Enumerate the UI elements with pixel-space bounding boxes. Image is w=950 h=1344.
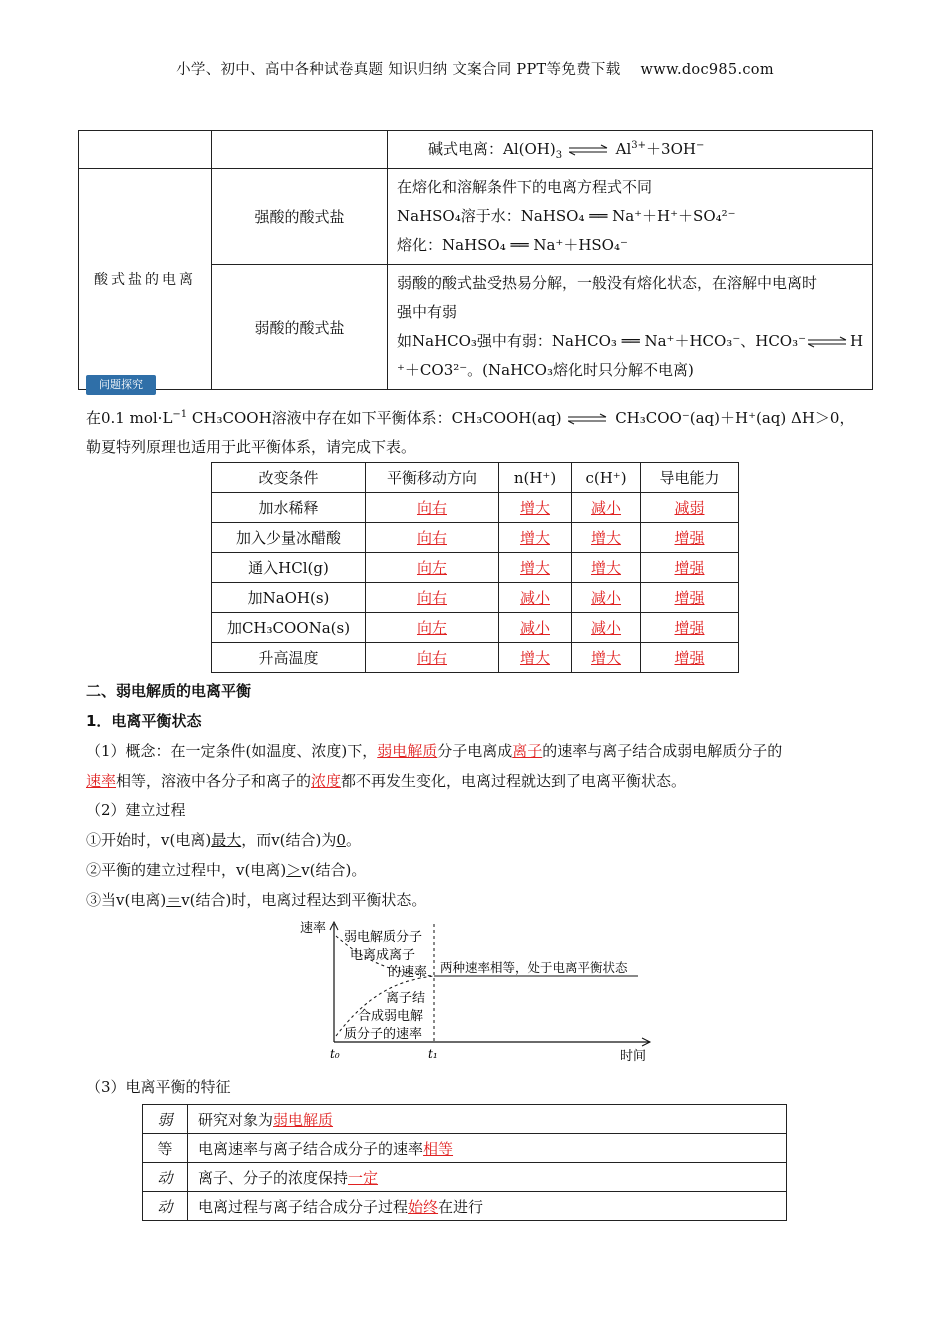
answer-cell: 增大 (519, 649, 550, 667)
header-text: 小学、初中、高中各种试卷真题 知识归纳 文案合同 PPT等免费下载 (176, 62, 621, 78)
concept-line-2: 速率相等，溶液中各分子和离子的浓度都不再发生变化，电离过程就达到了电离平衡状态。 (86, 772, 687, 790)
feature-desc: 电离速率与离子结合成分子的速率相等 (188, 1134, 787, 1163)
table-row (212, 493, 739, 523)
answer-cell: 增大 (590, 559, 621, 577)
feature-desc: 离子、分子的浓度保持一定 (188, 1163, 787, 1192)
features-table (142, 1104, 787, 1221)
answer-cell: 向右 (416, 529, 447, 547)
answer-cell: 增强 (674, 649, 705, 667)
y-axis-label: 速率 (300, 921, 327, 936)
table-row (212, 523, 739, 553)
strong-acid-salt-label: 强酸的酸式盐 (212, 169, 388, 265)
answer-cell: 减弱 (674, 499, 705, 517)
feature-key: 动 (143, 1163, 188, 1192)
condition-cell: 通入HCl(g) (212, 553, 366, 583)
table-row (143, 1192, 787, 1221)
condition-cell: 加CH₃COONa(s) (212, 613, 366, 643)
equilibrium-shift-table (211, 462, 739, 673)
section-title: 二、弱电解质的电离平衡 (86, 682, 252, 700)
x-axis-label: 时间 (620, 1049, 647, 1064)
curve-label: 的速率 (388, 965, 428, 980)
base-ionization-cell: 碱式电离：$Al(OH)_3$ $Al^{3+}+3OH^-$ (388, 131, 873, 169)
answer-cell: 减小 (590, 499, 621, 517)
curve-label: 离子结 (386, 991, 426, 1006)
t1-label: t₁ (428, 1047, 438, 1061)
subsection-title: 1．电离平衡状态 (86, 712, 202, 730)
build-heading: （2）建立过程 (86, 801, 186, 819)
answer-cell: 增强 (674, 619, 705, 637)
page-header (0, 58, 950, 79)
step-3: ③当v(电离)＝v(结合)时，电离过程达到平衡状态。 (86, 891, 427, 909)
curve-label: 质分子的速率 (344, 1027, 423, 1042)
table-row (212, 553, 739, 583)
group-label: 酸式盐的电离 (79, 169, 212, 390)
answer-cell: 增大 (590, 529, 621, 547)
curve-label: 弱电解质分子 (344, 930, 423, 945)
table-row (212, 613, 739, 643)
table-row (143, 1134, 787, 1163)
feature-desc: 电离过程与离子结合成分子过程始终在进行 (188, 1192, 787, 1221)
reversible-arrow-icon (567, 144, 611, 156)
answer-cell: 增强 (674, 529, 705, 547)
concept-line-1: （1）概念：在一定条件(如温度、浓度)下，弱电解质分子电离成离子的速率与离子结合成弱电解质分子的 (86, 742, 783, 760)
weak-acid-salt-label: 弱酸的酸式盐 (212, 265, 388, 390)
header-site[interactable]: www.doc985.com (640, 62, 774, 78)
header-cell: c(H⁺) (572, 463, 641, 493)
answer-cell: 增强 (674, 589, 705, 607)
answer-cell: 减小 (590, 589, 621, 607)
table-row (212, 643, 739, 673)
strong-acid-salt-desc: 在熔化和溶解条件下的电离方程式不同 NaHSO₄溶于水：NaHSO₄ ══ Na⁺＋H⁺＋SO₄²⁻ 熔化：NaHSO₄ ══ Na⁺＋HSO₄⁻ (388, 169, 873, 265)
question-line-2: 勒夏特列原理也适用于此平衡体系，请完成下表。 (86, 438, 417, 456)
answer-cell: 向右 (416, 589, 447, 607)
feature-key: 弱 (143, 1105, 188, 1134)
question-line-1: 在0.1 $mol\cdot L^{-1}$ CH₃COOH溶液中存在如下平衡体系：CH₃COOH(aq) CH₃COO⁻(aq)＋H⁺(aq) ΔH＞0， (86, 409, 855, 427)
condition-cell: 加水稀释 (212, 493, 366, 523)
header-cell: 平衡移动方向 (366, 463, 499, 493)
answer-cell: 增大 (590, 649, 621, 667)
answer-cell: 向左 (416, 619, 447, 637)
rate-time-graph (298, 914, 658, 1064)
t0-label: t₀ (330, 1047, 340, 1061)
answer-cell: 增大 (519, 499, 550, 517)
table-row (143, 1163, 787, 1192)
ionization-table (78, 130, 873, 390)
step-2: ②平衡的建立过程中，v(电离)＞v(结合)。 (86, 861, 367, 879)
reversible-arrow-icon (566, 413, 610, 425)
curve-label: 合成弱电解 (358, 1009, 424, 1024)
answer-cell: 减小 (590, 619, 621, 637)
feature-desc: 研究对象为弱电解质 (188, 1105, 787, 1134)
header-cell: 改变条件 (212, 463, 366, 493)
step-1: ①开始时，v(电离)最大，而v(结合)为0。 (86, 831, 361, 849)
equilibrium-label: 两种速率相等，处于电离平衡状态 (440, 960, 628, 975)
condition-cell: 加NaOH(s) (212, 583, 366, 613)
table-row (212, 583, 739, 613)
answer-cell: 减小 (519, 619, 550, 637)
header-cell: n(H⁺) (499, 463, 572, 493)
condition-cell: 升高温度 (212, 643, 366, 673)
empty-cell (212, 131, 388, 169)
feature-key: 等 (143, 1134, 188, 1163)
feature-heading: （3）电离平衡的特征 (86, 1078, 231, 1096)
answer-cell: 向右 (416, 649, 447, 667)
feature-key: 动 (143, 1192, 188, 1221)
question-badge: 问题探究 (86, 375, 156, 395)
answer-cell: 增大 (519, 529, 550, 547)
table-row (143, 1105, 787, 1134)
reversible-arrow-icon (806, 336, 850, 348)
empty-cell (79, 131, 212, 169)
answer-cell: 增大 (519, 559, 550, 577)
header-cell: 导电能力 (641, 463, 739, 493)
answer-cell: 增强 (674, 559, 705, 577)
condition-cell: 加入少量冰醋酸 (212, 523, 366, 553)
answer-cell: 向右 (416, 499, 447, 517)
answer-cell: 向左 (416, 559, 447, 577)
weak-acid-salt-desc: 弱酸的酸式盐受热易分解，一般没有熔化状态，在溶解中电离时 强中有弱 如NaHCO₃强中有弱：NaHCO₃ ══ Na⁺＋HCO₃⁻、HCO₃⁻ H ⁺＋CO3²⁻。(NaHCO₃熔化时只分解不电离) (388, 265, 873, 390)
curve-label: 电离成离子 (350, 948, 416, 963)
answer-cell: 减小 (519, 589, 550, 607)
